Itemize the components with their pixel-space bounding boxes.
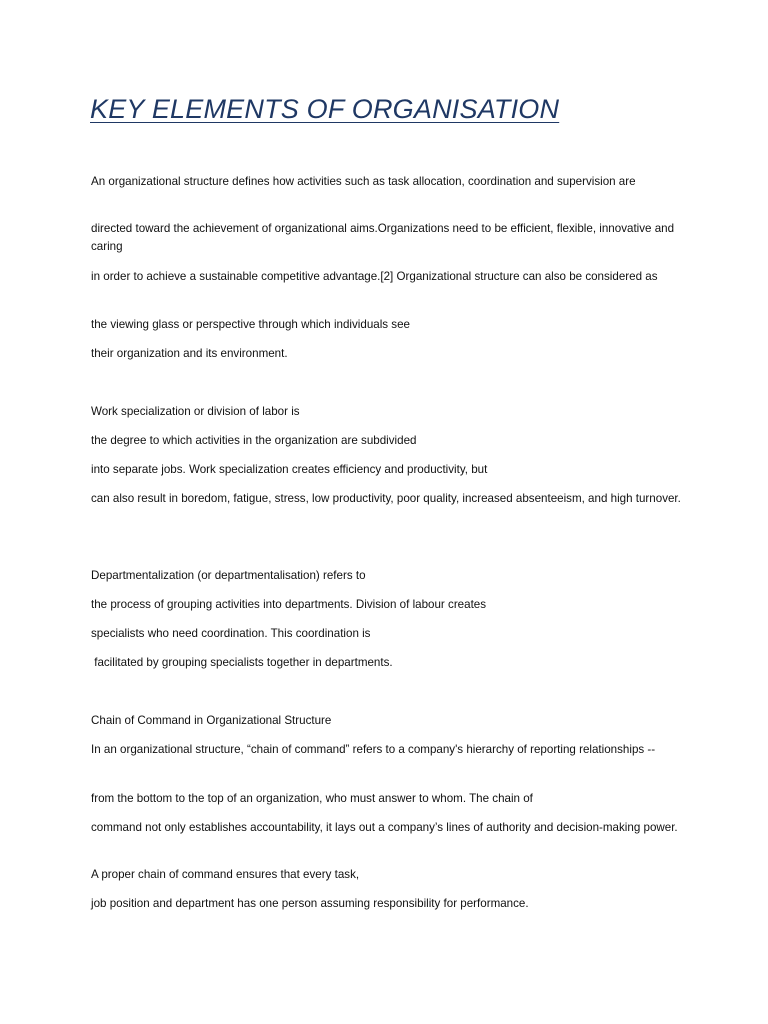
paragraph-viewing-glass: the viewing glass or perspective through which individuals see <box>91 318 411 331</box>
paragraph-grouping-activities: the process of grouping activities into departments. Division of labour creates <box>91 598 487 611</box>
paragraph-specialists-coordination: specialists who need coordination. This coordination is <box>91 627 371 640</box>
paragraph-bottom-to-top: from the bottom to the top of an organization, who must answer to whom. The chain of <box>91 792 533 805</box>
paragraph-accountability: command not only establishes accountability, it lays out a company’s lines of authority and decision-making power. <box>91 821 678 834</box>
section-heading-chain-of-command: Chain of Command in Organizational Structure <box>91 714 332 727</box>
paragraph-work-specialization: Work specialization or division of labor is <box>91 405 300 418</box>
paragraph-responsibility-performance: job position and department has one person assuming responsibility for performance. <box>91 897 529 910</box>
paragraph-facilitated-grouping: facilitated by grouping specialists together in departments. <box>91 656 393 669</box>
paragraph-boredom-fatigue: can also result in boredom, fatigue, stress, low productivity, poor quality, increased absenteeism, and high turnover. <box>91 492 681 505</box>
paragraph-competitive-advantage: in order to achieve a sustainable competitive advantage.[2] Organizational structure can also be considered as <box>91 270 658 283</box>
paragraph-departmentalization: Departmentalization (or departmentalisation) refers to <box>91 569 366 582</box>
paragraph-structure-definition: An organizational structure defines how activities such as task allocation, coordination and supervision are <box>91 175 636 188</box>
paragraph-separate-jobs: into separate jobs. Work specialization creates efficiency and productivity, but <box>91 463 488 476</box>
paragraph-environment: their organization and its environment. <box>91 347 288 360</box>
document-title: KEY ELEMENTS OF ORGANISATION <box>90 94 560 124</box>
paragraph-organizational-aims: directed toward the achievement of organizational aims.Organizations need to be efficient, flexible, innovative and caring <box>91 222 675 253</box>
paragraph-degree-subdivided: the degree to which activities in the organization are subdivided <box>91 434 417 447</box>
paragraph-chain-of-command-definition: In an organizational structure, “chain of command” refers to a company's hierarchy of reporting relationships -- <box>91 743 656 756</box>
paragraph-proper-chain: A proper chain of command ensures that every task, <box>91 868 360 881</box>
